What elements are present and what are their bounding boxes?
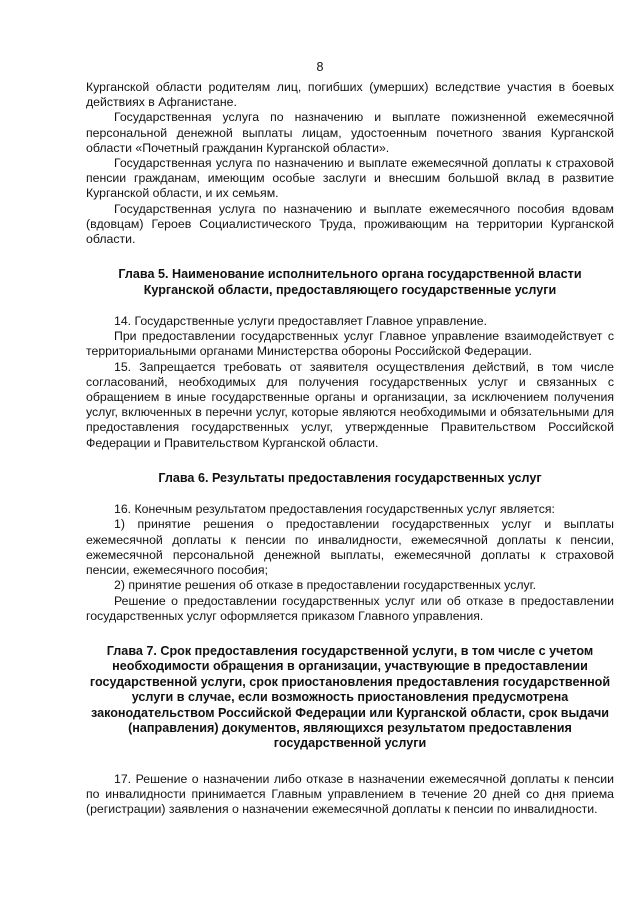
paragraph: Государственная услуга по назначению и выплате пожизненной ежемесячной персональной денежной выплаты лицам, удостоенным почетного звания Курганской области «Почетный гражданин Курганской области».: [86, 110, 614, 155]
paragraph: 1) принятие решения о предоставлении государственных услуг и выплаты ежемесячной доплаты к пенсии по инвалидности, ежемесячной доплаты к пенсии, ежемесячной персональной денежной выплаты, ежемесячной доплаты к страховой пенсии, ежемесячного пособия;: [86, 517, 614, 578]
paragraph: 2) принятие решения об отказе в предоставлении государственных услуг.: [114, 578, 537, 593]
paragraph: Курганской области родителям лиц, погибших (умерших) вследствие участия в боевых действиях в Афганистане.: [86, 80, 614, 110]
spacer: [86, 451, 614, 471]
paragraph: Государственная услуга по назначению и выплате ежемесячной доплаты к страховой пенсии гражданам, имеющим особые заслуги и внесшим большой вклад в развитие Курганской области, и их семьям.: [86, 156, 614, 201]
document-body: [86, 80, 614, 817]
paragraph: 15. Запрещается требовать от заявителя осуществления действий, в том числе согласований, необходимых для получения государственных услуг и связанных с обращением в иные государственные органы и организации, за исключением получения услуг, включенных в перечни услуг, которые являются необходимыми и обязательными для предоставления государственных услуг, утвержденные Правительством Российской Федерации и Правительством Курганской области.: [86, 359, 614, 450]
paragraph: 14. Государственные услуги предоставляет Главное управление.: [114, 314, 488, 329]
chapter-heading: Глава 6. Результаты предоставления государственных услуг: [158, 470, 542, 485]
spacer: [86, 752, 614, 772]
spacer: [86, 624, 614, 644]
paragraph: 16. Конечным результатом предоставления государственных услуг является:: [114, 502, 555, 517]
spacer: [86, 298, 614, 314]
chapter-heading: Глава 7. Срок предоставления государственной услуги, в том числе с учетом необходимости обращения в организации, участвующие в предоставлении государственной услуги, срок приостановления предоставления государственной услуги в случае, если возможность приостановления предусмотрена законодательством Российской Федерации или Курганской области, срок выдачи (направления) документов, являющихся результатом предоставления государственной услуги: [89, 643, 611, 751]
paragraph: При предоставлении государственных услуг Главное управление взаимодействует с территориальными органами Министерства обороны Российской Федерации.: [86, 329, 614, 359]
chapter-heading: Глава 5. Наименование исполнительного органа государственной власти Курганской области, предоставляющего государственные услуги: [118, 267, 582, 297]
spacer: [86, 247, 614, 267]
spacer: [86, 486, 614, 502]
paragraph: Государственная услуга по назначению и выплате ежемесячного пособия вдовам (вдовцам) Героев Социалистического Труда, проживающим на территории Курганской области.: [86, 201, 614, 247]
paragraph: 17. Решение о назначении либо отказе в назначении ежемесячной доплаты к пенсии по инвалидности принимается Главным управлением в течение 20 дней со дня приема (регистрации) заявления о назначении ежемесячной доплаты к пенсии по инвалидности.: [86, 771, 614, 817]
paragraph: Решение о предоставлении государственных услуг или об отказе в предоставлении государственных услуг оформляется приказом Главного управления.: [86, 593, 614, 623]
page-number: 8: [316, 60, 324, 74]
